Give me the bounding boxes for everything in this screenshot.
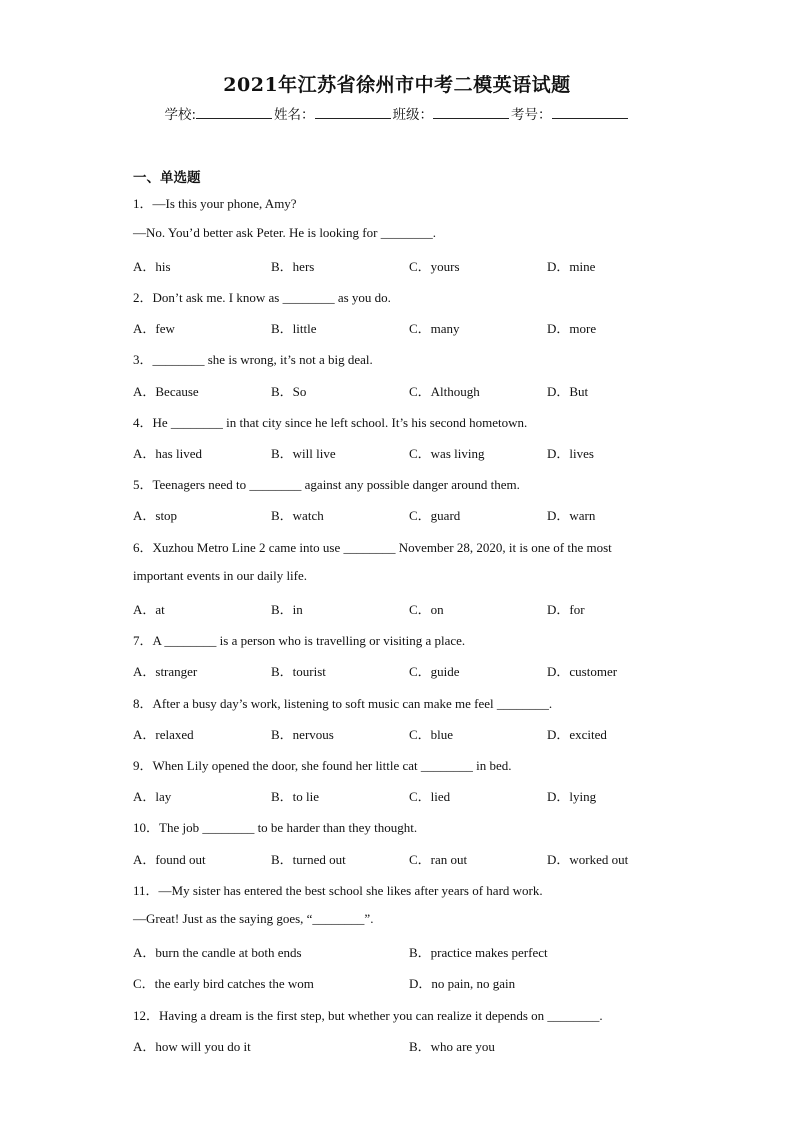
question-3-option-a[interactable]: A．Because: [133, 384, 199, 399]
question-8-option-c[interactable]: C．blue: [409, 727, 454, 742]
question-4-option-d[interactable]: D．lives: [547, 446, 594, 461]
exam-number-blank[interactable]: [552, 106, 628, 119]
question-3-stem: 3．________ she is wrong, it’s not a big deal.: [133, 352, 373, 367]
question-5-stem: 5．Teenagers need to ________ against any possible danger around them.: [133, 477, 520, 492]
question-5-option-d[interactable]: D．warn: [547, 508, 596, 523]
question-11-stem-line-2: —Great! Just as the saying goes, “________”.: [133, 911, 374, 926]
question-6-option-d[interactable]: D．for: [547, 602, 585, 617]
question-11-option-a[interactable]: A．burn the candle at both ends: [133, 945, 302, 960]
question-4-option-b[interactable]: B．will live: [271, 446, 336, 461]
question-11-option-d[interactable]: D．no pain, no gain: [409, 976, 516, 991]
question-4-option-c[interactable]: C．was living: [409, 446, 485, 461]
question-5-option-c[interactable]: C．guard: [409, 508, 461, 523]
class-blank[interactable]: [433, 106, 509, 119]
question-2-option-c[interactable]: C．many: [409, 321, 460, 336]
name-label: 姓名：: [274, 107, 315, 123]
question-9-option-d[interactable]: D．lying: [547, 789, 597, 804]
question-3-option-c[interactable]: C．Although: [409, 384, 480, 399]
question-11-option-c[interactable]: C．the early bird catches the wom: [133, 976, 314, 991]
question-1-stem-line-1: 1．—Is this your phone, Amy?: [133, 196, 297, 211]
question-9-stem: 9．When Lily opened the door, she found her little cat ________ in bed.: [133, 758, 512, 773]
page-title: 2021年江苏省徐州市中考二模英语试题: [223, 74, 571, 96]
question-10-stem: 10．The job ________ to be harder than they thought.: [133, 820, 418, 835]
student-info-line: [0, 103, 794, 123]
section-heading: 一、单选题: [133, 170, 201, 186]
question-7-stem: 7．A ________ is a person who is travelling or visiting a place.: [133, 633, 466, 648]
question-7-option-d[interactable]: D．customer: [547, 664, 618, 679]
question-8-stem: 8．After a busy day’s work, listening to soft music can make me feel ________.: [133, 696, 553, 711]
question-8-option-d[interactable]: D．excited: [547, 727, 607, 742]
question-11-option-b[interactable]: B．practice makes perfect: [409, 945, 548, 960]
question-8-option-b[interactable]: B．nervous: [271, 727, 334, 742]
exam-number-label: 考号：: [511, 107, 552, 123]
question-10-option-b[interactable]: B．turned out: [271, 852, 346, 867]
question-4-stem: 4．He ________ in that city since he left school. It’s his second hometown.: [133, 415, 528, 430]
question-6-stem-line-2: important events in our daily life.: [133, 568, 308, 583]
question-1-option-c[interactable]: C．yours: [409, 259, 460, 274]
question-1-option-d[interactable]: D．mine: [547, 259, 596, 274]
school-label: 学校:: [164, 107, 197, 123]
question-10-option-a[interactable]: A．found out: [133, 852, 206, 867]
question-9-option-a[interactable]: A．lay: [133, 789, 172, 804]
question-1-option-a[interactable]: A．his: [133, 259, 171, 274]
question-7-option-c[interactable]: C．guide: [409, 664, 460, 679]
question-4-option-a[interactable]: A．has lived: [133, 446, 202, 461]
question-5-option-b[interactable]: B．watch: [271, 508, 324, 523]
question-12-option-a[interactable]: A．how will you do it: [133, 1039, 251, 1054]
question-12-option-b[interactable]: B．who are you: [409, 1039, 495, 1054]
question-7-option-b[interactable]: B．tourist: [271, 664, 326, 679]
question-5-option-a[interactable]: A．stop: [133, 508, 178, 523]
question-2-stem: 2．Don’t ask me. I know as ________ as you do.: [133, 290, 391, 305]
question-6-option-c[interactable]: C．on: [409, 602, 444, 617]
question-6-stem-line-1: 6．Xuzhou Metro Line 2 came into use ________ November 28, 2020, it is one of the most: [133, 540, 612, 555]
question-7-option-a[interactable]: A．stranger: [133, 664, 198, 679]
question-11-stem-line-1: 11．—My sister has entered the best school she likes after years of hard work.: [133, 883, 543, 898]
school-blank[interactable]: [196, 106, 272, 119]
question-3-option-d[interactable]: D．But: [547, 384, 589, 399]
question-2-option-a[interactable]: A．few: [133, 321, 175, 336]
question-9-option-b[interactable]: B．to lie: [271, 789, 320, 804]
question-10-option-d[interactable]: D．worked out: [547, 852, 629, 867]
question-9-option-c[interactable]: C．lied: [409, 789, 451, 804]
question-6-option-a[interactable]: A．at: [133, 602, 165, 617]
question-1-option-b[interactable]: B．hers: [271, 259, 315, 274]
question-2-option-d[interactable]: D．more: [547, 321, 597, 336]
question-6-option-b[interactable]: B．in: [271, 602, 303, 617]
question-10-option-c[interactable]: C．ran out: [409, 852, 468, 867]
name-blank[interactable]: [315, 106, 391, 119]
question-12-stem: 12．Having a dream is the first step, but whether you can realize it depends on ________.: [133, 1008, 603, 1023]
question-1-stem-line-2: —No. You’d better ask Peter. He is looking for ________.: [133, 225, 436, 240]
question-2-option-b[interactable]: B．little: [271, 321, 317, 336]
question-3-option-b[interactable]: B．So: [271, 384, 307, 399]
question-8-option-a[interactable]: A．relaxed: [133, 727, 194, 742]
class-label: 班级：: [392, 107, 434, 123]
